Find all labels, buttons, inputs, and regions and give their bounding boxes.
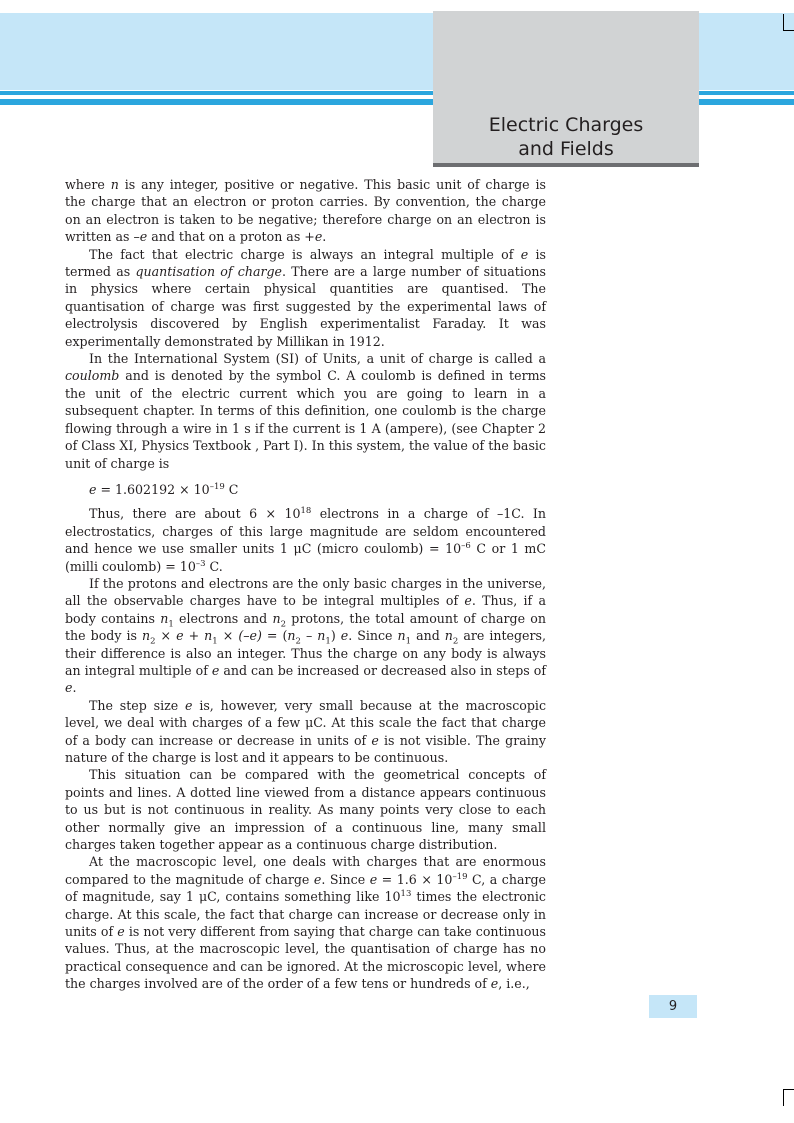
paragraph-6: The step size e is, however, very small because at the macroscopic level, we deal with charges of a few μC. At this scale the fact that charge of a body can increase or decrease in units of e is not visible. The grainy nature of the charge is lost and it appears to be continuous.: [65, 697, 547, 765]
equation-elementary-charge: $e = 1.602192 \times 10^{-19}$ C: [89, 481, 239, 497]
crop-mark-top-right: [784, 30, 794, 31]
chapter-title-box: [433, 11, 699, 167]
paragraph-4: Thus, there are about $6 \times 10^{18}$ electrons in a charge of –1C. In electrostatics, charges of this large magnitude are seldom encountered and hence we use smaller units 1 μC (micro coulomb) = $10^{-6}$ C or 1 mC (milli coulomb) = $10^{-3}$ C.: [65, 506, 547, 574]
paragraph-2: The fact that electric charge is always an integral multiple of e is termed as quantisation of charge. There are a large number of situations in physics where certain physical quantities are quantised. The quantisation of charge was first suggested by the experimental laws of electrolysis discovered by English experimentalist Faraday. It was experimentally demonstrated by Millikan in 1912.: [65, 246, 547, 349]
chapter-title-line-2: and Fields: [518, 138, 614, 160]
paragraph-5: If the protons and electrons are the only basic charges in the universe, all the observable charges have to be integral multiples of e. Thus, if a body contains $n_1$ electrons and $n_2$ protons, the total amount of charge on the body is $n_2 \times e + n_1 \times (-e) = (n_2 - n_1)$ e. Since $n_1$ and $n_2$ are integers, their difference is also an integer. Thus the charge on any body is always an integral multiple of e and can be increased or decreased also in steps of e.: [65, 575, 546, 696]
chapter-title-line-1: Electric Charges: [488, 114, 644, 136]
paragraph-1: where n is any integer, positive or negative. This basic unit of charge is the charge that an electron or proton carries. By convention, the charge on an electron is taken to be negative; therefore charge on an electron is written as –e and that on a proton as +e.: [65, 177, 546, 245]
paragraph-3: In the International System (SI) of Units, a unit of charge is called a coulomb and is denoted by the symbol C. A coulomb is defined in terms the unit of the electric current which you are going to learn in a subsequent chapter. In terms of this definition, one coulomb is the charge flowing through a wire in 1 s if the current is 1 A (ampere), (see Chapter 2 of Class XI, Physics Textbook , Part I). In this system, the value of the basic unit of charge is: [65, 351, 546, 471]
chapter-title: [433, 113, 699, 161]
crop-mark-top-right-vertical: [783, 14, 784, 31]
crop-mark-bottom-right-vertical: [783, 1090, 784, 1106]
page-number: 9: [649, 995, 697, 1018]
paragraph-7: This situation can be compared with the geometrical concepts of points and lines. A dotted line viewed from a distance appears continuous to us but is not continuous in reality. As many points very close to each other normally give an impression of a continuous line, many small charges taken together appear as a continuous charge distribution.: [65, 767, 546, 853]
crop-mark-bottom-right: [783, 1089, 794, 1090]
body-text: [65, 176, 546, 993]
paragraph-8: At the macroscopic level, one deals with charges that are enormous compared to the magnitude of charge e. Since $e = 1.6 \times 10^{-19}$ C, a charge of magnitude, say 1 μC, contains something like $10^{13}$ times the electronic charge. At this scale, the fact that charge can increase or decrease only in units of e is not very different from saying that charge can take continuous values. Thus, at the macroscopic level, the quantisation of charge has no practical consequence and can be ignored. At the microscopic level, where the charges involved are of the order of a few tens or hundreds of e, i.e.,: [65, 854, 547, 992]
